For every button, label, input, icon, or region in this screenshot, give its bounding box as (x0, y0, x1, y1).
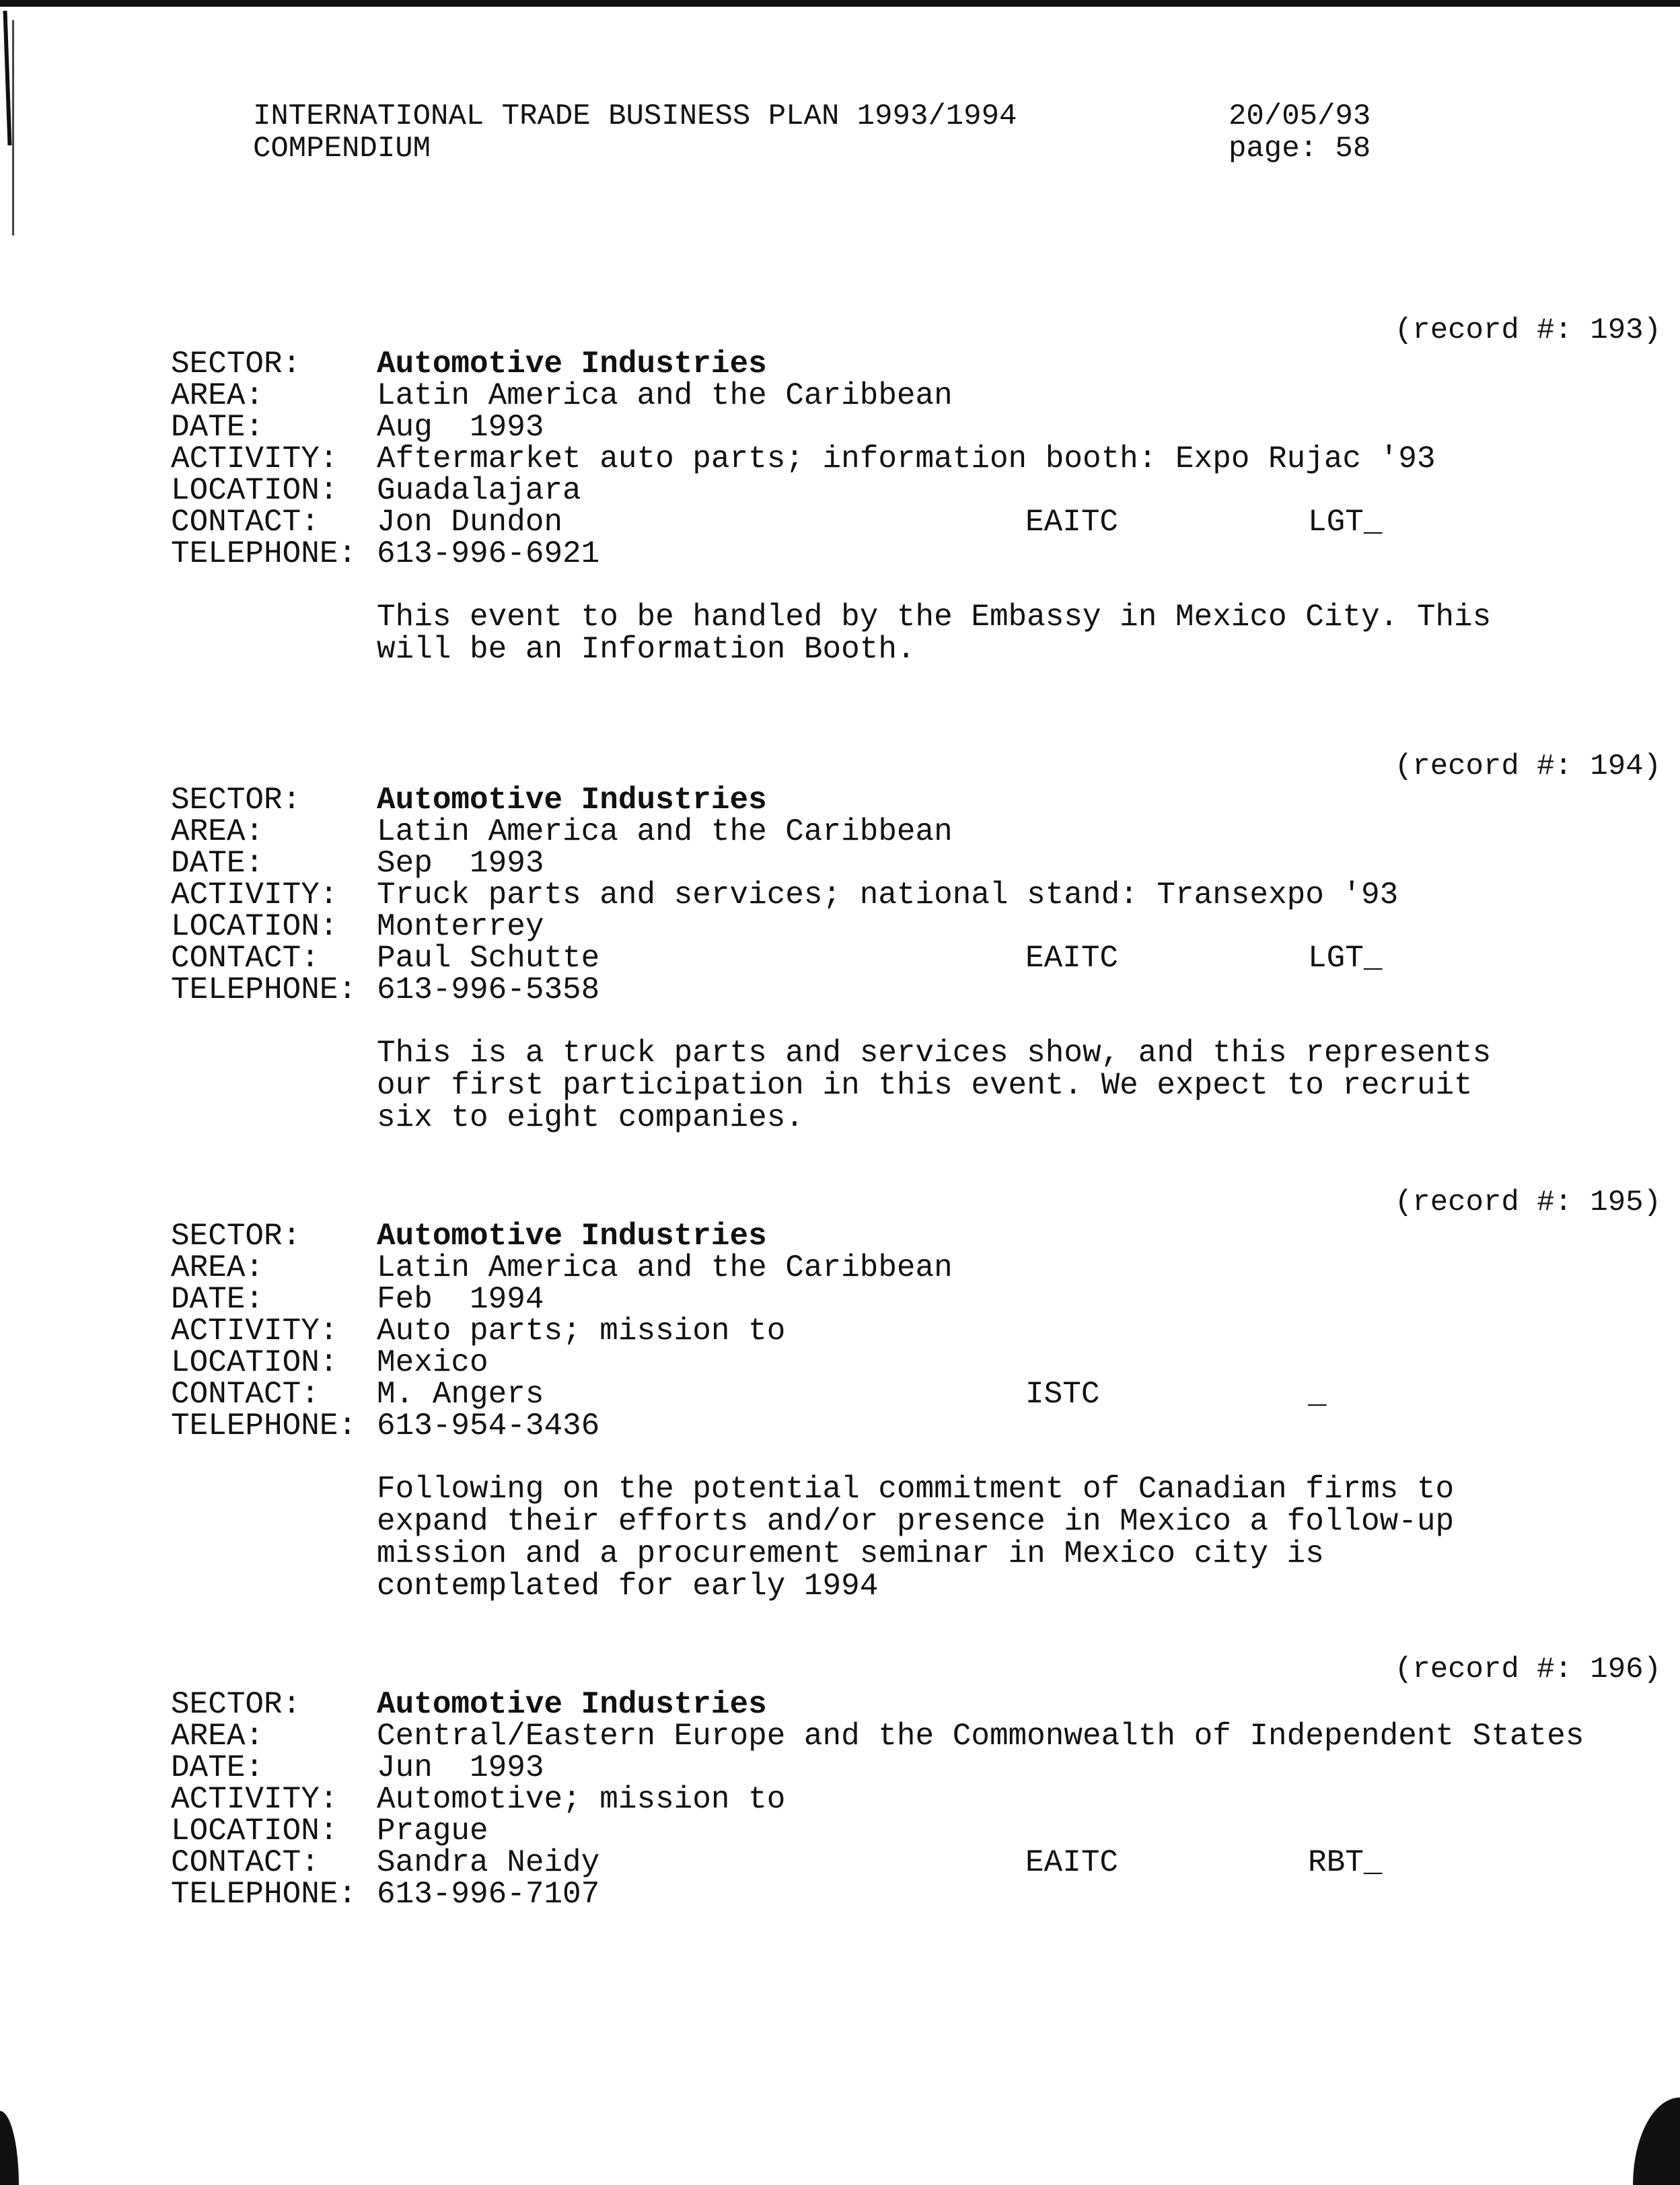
page-number: page: 58 (1229, 132, 1371, 166)
contact-code: LGT_ (1308, 505, 1383, 540)
activity-value: Auto parts; mission to (377, 1314, 786, 1349)
telephone-label: TELEPHONE: (171, 1408, 357, 1443)
scan-corner-bottom-left (0, 2111, 19, 2185)
area-value: Latin America and the Caribbean (377, 814, 953, 849)
contact-org: EAITC (1025, 1845, 1119, 1880)
sector-label: SECTOR: (171, 1219, 301, 1254)
record-194 (171, 785, 1651, 1134)
contact-value: Paul Schutte (377, 941, 600, 976)
date-label: DATE: (171, 410, 264, 445)
record-number: (record #: 195) (1394, 1186, 1661, 1219)
telephone-label: TELEPHONE: (171, 1877, 357, 1912)
contact-label: CONTACT: (171, 1377, 320, 1412)
telephone-value: 613-996-5358 (377, 972, 600, 1007)
telephone-label: TELEPHONE: (171, 972, 357, 1007)
date-label: DATE: (171, 1282, 264, 1317)
record-number: (record #: 196) (1394, 1653, 1661, 1686)
location-value: Mexico (377, 1345, 488, 1380)
contact-value: M. Angers (377, 1377, 544, 1412)
sector-label: SECTOR: (171, 783, 301, 818)
activity-label: ACTIVITY: (171, 1314, 338, 1349)
date-value: Jun 1993 (377, 1750, 544, 1785)
scan-corner-bottom-right (1633, 2098, 1680, 2185)
date-value: Feb 1994 (377, 1282, 544, 1317)
activity-value: Automotive; mission to (377, 1782, 786, 1817)
record-note: Following on the potential commitment of Canadian firms to expand their efforts and/or presence in Mexico a follow-up mission and a procurement seminar in Mexico city is contemplated for early 1994 (377, 1472, 1455, 1604)
scan-left-line (12, 20, 14, 236)
date-value: Aug 1993 (377, 410, 544, 445)
contact-value: Sandra Neidy (377, 1845, 600, 1880)
location-value: Prague (377, 1814, 488, 1849)
area-value: Latin America and the Caribbean (377, 378, 953, 413)
area-label: AREA: (171, 814, 264, 849)
sector-value: Automotive Industries (377, 347, 767, 382)
telephone-value: 613-996-7107 (377, 1877, 600, 1912)
activity-label: ACTIVITY: (171, 1782, 338, 1817)
sector-value: Automotive Industries (377, 783, 767, 818)
document-date: 20/05/93 (1229, 100, 1371, 133)
record-195 (171, 1221, 1651, 1602)
area-label: AREA: (171, 378, 264, 413)
location-label: LOCATION: (171, 1814, 338, 1849)
date-value: Sep 1993 (377, 846, 544, 881)
contact-label: CONTACT: (171, 1845, 320, 1880)
sector-value: Automotive Industries (377, 1219, 767, 1254)
scan-left-mark (3, 11, 12, 145)
location-label: LOCATION: (171, 909, 338, 944)
sector-value: Automotive Industries (377, 1687, 767, 1722)
contact-code: LGT_ (1308, 941, 1383, 976)
contact-label: CONTACT: (171, 941, 320, 976)
document-title: INTERNATIONAL TRADE BUSINESS PLAN 1993/1994 (253, 100, 1017, 133)
record-193 (171, 349, 1651, 666)
date-label: DATE: (171, 846, 264, 881)
record-note: This event to be handled by the Embassy in Mexico City. This will be an Information Booth. (377, 600, 1492, 667)
sector-label: SECTOR: (171, 347, 301, 382)
activity-value: Aftermarket auto parts; information booth: Expo Rujac '93 (377, 441, 1436, 476)
activity-label: ACTIVITY: (171, 441, 338, 476)
record-number: (record #: 194) (1394, 750, 1661, 783)
contact-code: RBT_ (1308, 1845, 1383, 1880)
area-label: AREA: (171, 1719, 264, 1754)
record-196 (171, 1689, 1651, 1910)
contact-org: ISTC (1025, 1377, 1100, 1412)
record-number: (record #: 193) (1394, 314, 1661, 347)
scan-top-edge (0, 0, 1680, 7)
area-value: Latin America and the Caribbean (377, 1250, 953, 1285)
document-subtitle: COMPENDIUM (253, 132, 431, 166)
contact-label: CONTACT: (171, 505, 320, 540)
contact-org: EAITC (1025, 505, 1119, 540)
telephone-value: 613-954-3436 (377, 1408, 600, 1443)
record-note: This is a truck parts and services show, and this represents our first participation in this event. We expect to recruit six to eight companies. (377, 1036, 1492, 1135)
area-value: Central/Eastern Europe and the Commonwealth of Independent States (377, 1719, 1584, 1754)
location-value: Guadalajara (377, 473, 581, 508)
contact-org: EAITC (1025, 941, 1119, 976)
location-value: Monterrey (377, 909, 544, 944)
scan-top-margin (0, 7, 1680, 12)
telephone-value: 613-996-6921 (377, 536, 600, 571)
date-label: DATE: (171, 1750, 264, 1785)
location-label: LOCATION: (171, 473, 338, 508)
activity-label: ACTIVITY: (171, 877, 338, 912)
contact-code: _ (1308, 1377, 1327, 1412)
contact-value: Jon Dundon (377, 505, 563, 540)
sector-label: SECTOR: (171, 1687, 301, 1722)
location-label: LOCATION: (171, 1345, 338, 1380)
area-label: AREA: (171, 1250, 264, 1285)
activity-value: Truck parts and services; national stand: Transexpo '93 (377, 877, 1399, 912)
telephone-label: TELEPHONE: (171, 536, 357, 571)
